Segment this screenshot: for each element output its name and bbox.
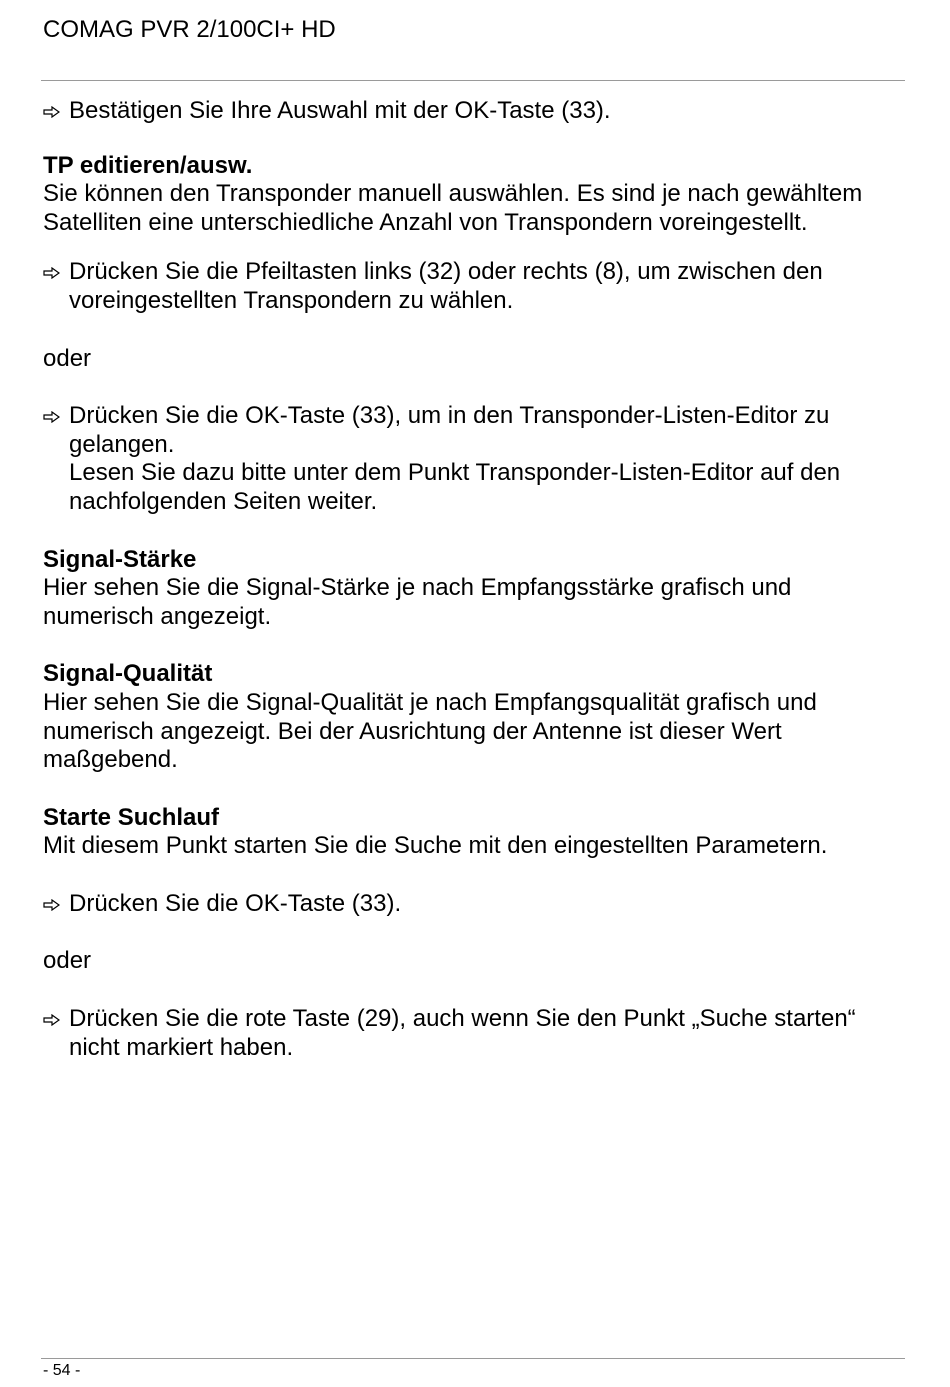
page-content — [43, 97, 903, 1062]
page-number: - 54 - — [43, 1362, 81, 1379]
section-tp-edit — [43, 152, 903, 238]
or-separator: oder — [43, 344, 92, 372]
section-heading-start-search: Starte Suchlauf — [43, 803, 220, 831]
footer-divider — [41, 1358, 905, 1359]
or-separator: oder — [43, 947, 92, 975]
hollow-right-arrow-icon — [43, 1014, 60, 1026]
section-body-signal-quality: Hier sehen Sie die Signal-Qualität je nach Empfangsqualität grafisch und numerisch angezeigt. Bei der Ausrichtung der Antenne ist dieser Wert maßgebend. — [43, 688, 817, 774]
bullet-text: Bestätigen Sie Ihre Auswahl mit der OK-Taste (33). — [69, 97, 611, 124]
hollow-right-arrow-icon — [43, 899, 60, 911]
bullet-text-continued: Lesen Sie dazu bitte unter dem Punkt Transponder-Listen-Editor auf den nachfolgenden Seiten weiter. — [69, 459, 841, 515]
bullet-text: Drücken Sie die rote Taste (29), auch wenn Sie den Punkt „Suche starten“ nicht markiert haben. — [69, 1005, 856, 1061]
section-signal-strength — [43, 546, 903, 632]
bullet-ok-start-search — [43, 890, 903, 919]
hollow-right-arrow-icon — [43, 267, 60, 279]
section-heading-signal-strength: Signal-Stärke — [43, 545, 197, 573]
bullet-text: Drücken Sie die OK-Taste (33). — [69, 889, 402, 917]
section-body-signal-strength: Hier sehen Sie die Signal-Stärke je nach Empfangsstärke grafisch und numerisch angezeigt. — [43, 574, 792, 630]
bullet-text: Drücken Sie die OK-Taste (33), um in den Transponder-Listen-Editor zu gelangen. — [69, 402, 830, 458]
hollow-right-arrow-icon — [43, 106, 60, 118]
bullet-arrow-keys — [43, 258, 903, 315]
section-heading-signal-quality: Signal-Qualität — [43, 660, 213, 688]
bullet-red-key — [43, 1005, 903, 1062]
section-signal-quality — [43, 660, 903, 774]
section-body-start-search: Mit diesem Punkt starten Sie die Suche mit den eingestellten Parametern. — [43, 832, 828, 860]
document-header-title: COMAG PVR 2/100CI+ HD — [43, 16, 336, 43]
header-divider — [41, 80, 905, 81]
bullet-ok-transponder-editor — [43, 402, 903, 516]
section-heading-tp-edit: TP editieren/ausw. — [43, 151, 253, 179]
bullet-text: Drücken Sie die Pfeiltasten links (32) oder rechts (8), um zwischen den voreingestellten Transpondern zu wählen. — [69, 258, 823, 314]
section-body-tp-edit: Sie können den Transponder manuell auswählen. Es sind je nach gewähltem Satelliten eine unterschiedliche Anzahl von Transpondern voreingestellt. — [43, 180, 863, 236]
section-start-search — [43, 804, 903, 861]
bullet-confirm-selection — [43, 97, 903, 126]
hollow-right-arrow-icon — [43, 411, 60, 423]
